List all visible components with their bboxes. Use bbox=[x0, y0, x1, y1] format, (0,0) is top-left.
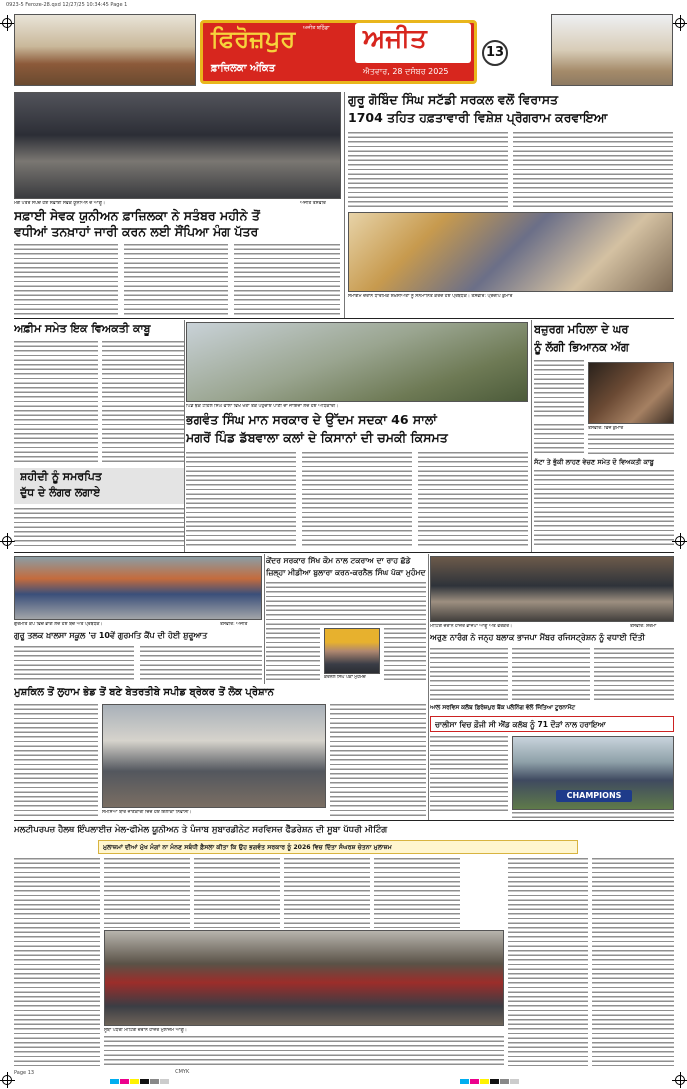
color-registration-bar bbox=[110, 1069, 189, 1075]
guru-gobind-body-col-2 bbox=[513, 132, 673, 208]
footer-slug: Page 13 bbox=[14, 1070, 35, 1076]
guru-gobind-headline-2: 1704 ਤਹਿਤ ਹਫ਼ਤਾਵਾਰੀ ਵਿਸ਼ੇਸ਼ ਪ੍ਰੋਗਰਾਮ ਕਰਵਾਇਆ bbox=[348, 110, 608, 125]
mulazam-body-col-7 bbox=[592, 858, 674, 1066]
guru-gobind-headline-1: ਗੁਰੂ ਗੋਬਿੰਦ ਸਿੰਘ ਸਟੱਡੀ ਸਰਕਲ ਵਲੋਂ ਵਿਰਾਸਤ bbox=[348, 92, 559, 107]
arun-narang-credit: ਤਸਵੀਰ: ਸ਼ਰਮਾ bbox=[630, 624, 657, 629]
masthead-city: ਫਿਰੋਜ਼ਪੁਰ bbox=[211, 25, 296, 53]
shaheedi-headline-2: ਦੁੱਧ ਦੇ ਲੰਗਰ ਲਗਾਏ bbox=[20, 486, 101, 499]
arun-narang-headline: ਅਰੁਣ ਨਾਰੰਗ ਨੇ ਜਨ੍ਹ ਬਲਾਕ ਭਾਜਪਾ ਮੈਂਬਰ ਰਜਿਸਟ੍ਰੇਸ਼ਨ ਨੂੰ ਵਧਾਈ ਦਿੱਤੀ bbox=[430, 633, 645, 642]
muskil-caption: ਸਮੱਸਿਆ ਬਾਰੇ ਜਾਣਕਾਰੀ ਦਿੰਦੇ ਹੋਏ ਇਲਾਕਾ ਨਿਵਾਸੀ। bbox=[102, 810, 192, 815]
crop-mark bbox=[2, 1075, 12, 1085]
mulazam-body-col-2 bbox=[104, 858, 190, 928]
mulazam-body-lower bbox=[104, 1036, 504, 1066]
safai-sewak-caption: ਮੰਗ ਪੱਤਰ ਸੌਂਪਦੇ ਹੋਏ ਸਫ਼ਾਈ ਸੇਵਕ ਯੂਨੀਅਨ ਦੇ ਆਗੂ। bbox=[14, 201, 106, 206]
arun-narang-body-col-3 bbox=[594, 648, 674, 700]
shaheedi-body bbox=[14, 508, 184, 548]
gurmat-camp-credit: ਤਸਵੀਰ: ਅਜੀਤ bbox=[220, 622, 248, 627]
crop-mark bbox=[675, 18, 685, 28]
grass-hockey-caption-line bbox=[512, 812, 674, 818]
gurmat-camp-photo bbox=[14, 556, 262, 620]
muskil-headline: ਮੁਸ਼ਕਿਲ ਤੋਂ ਲੁਹਾਮ ਭੇਡ ਤੋਂ ਬਣੇ ਬੇਤਰਤੀਬੇ ਸਪੀਡ ਬ੍ਰੇਕਰ ਤੋਂ ਲੋਕ ਪ੍ਰੇਸ਼ਾਨ bbox=[14, 687, 274, 698]
muskil-body-col-2 bbox=[330, 704, 426, 816]
print-slug: 0923-5 Feroze-28.qxd 12/27/25 10:34:45 Page 1 bbox=[6, 2, 128, 8]
safai-sewak-photo bbox=[14, 92, 341, 199]
mulazam-body-col-3 bbox=[194, 858, 280, 928]
crop-mark bbox=[675, 1075, 685, 1085]
safai-sewak-body-col-1 bbox=[14, 244, 118, 316]
safai-sewak-body-col-2 bbox=[124, 244, 228, 316]
heritage-building-image bbox=[14, 14, 196, 86]
afeem-headline: ਅਫ਼ੀਮ ਸਮੇਤ ਇਕ ਵਿਅਕਤੀ ਕਾਬੂ bbox=[14, 322, 151, 335]
arun-narang-body-col-2 bbox=[512, 648, 590, 700]
grass-hockey-subheadline: ਚਾਲੀਸਾ ਵਿਚ ਫ਼ੌਜੀ ਸੀ ਐਂਡ ਕਲੱਬ ਨੂੰ 71 ਦੌੜਾਂ ਨਾਲ ਹਰਾਇਆ bbox=[435, 720, 606, 729]
congress-body-left bbox=[266, 628, 320, 682]
congress-headline-1: ਕੇਂਦਰ ਸਰਕਾਰ ਸਿੱਖ ਕੌਮ ਨਾਲ ਟਕਰਾਅ ਦਾ ਰਾਹ ਛੱਡੇ bbox=[266, 556, 411, 565]
mulazam-subheadline-box bbox=[98, 840, 578, 854]
safai-sewak-body-col-3 bbox=[234, 244, 340, 316]
mulazam-headline: ਮਲਟੀਪਰਪਜ਼ ਹੈਲਥ ਇੰਪਲਾਈਜ਼ ਮੇਲ-ਫੀਮੇਲ ਯੂਨੀਅਨ ਤੇ ਪੰਜਾਬ ਸੁਬਾਰਡੀਨੇਟ ਸਰਵਿਸਜ਼ ਫੈੱਡਰੇਸ਼ਨ ਦੀ ਸੂਬਾ ਪੱਧਰੀ ਮੀਟਿੰਗ bbox=[14, 825, 388, 835]
congress-headline-2: ਜ਼ਿਲ੍ਹਾ ਮੀਡੀਆ ਬੁਲਾਰਾ ਕਰਨ-ਕਰਨੈਲ ਸਿੰਘ ਪੱਕਾ ਮੁਹੰਮਦ bbox=[266, 568, 426, 577]
satta-body bbox=[534, 470, 674, 548]
color-bar-label: CMYK bbox=[175, 1069, 190, 1075]
bhagwant-body-col-2 bbox=[302, 452, 412, 548]
shaheedi-headline-box bbox=[14, 468, 184, 504]
bazurg-headline-2: ਨੂੰ ਲੱਗੀ ਭਿਆਨਕ ਅੱਗ bbox=[534, 340, 629, 354]
safai-sewak-headline-2: ਵਧੀਆਂ ਤਨਖ਼ਾਹਾਂ ਜਾਰੀ ਕਰਨ ਲਈ ਸੌਂਪਿਆ ਮੰਗ ਪੱਤਰ bbox=[14, 224, 259, 239]
gurmat-camp-caption: ਗੁਰਮਤਿ ਕੈਂਪ ਵਿਚ ਭਾਗ ਲੈਂਦੇ ਹੋਏ ਬੱਚੇ ਅਤੇ ਪ੍ਰਬੰਧਕ। bbox=[14, 622, 103, 627]
gurmat-camp-body-col-2 bbox=[140, 646, 262, 682]
arun-narang-body-col-1 bbox=[430, 648, 508, 700]
safai-sewak-headline-1: ਸਫ਼ਾਈ ਸੇਵਕ ਯੂਨੀਅਨ ਫ਼ਾਜ਼ਿਲਕਾ ਨੇ ਸਤੰਬਰ ਮਹੀਨੇ ਤੋਂ bbox=[14, 208, 260, 223]
bhagwant-body-col-1 bbox=[186, 452, 296, 548]
guru-gobind-caption: ਸਮਾਗਮ ਦੌਰਾਨ ਧਾਰਮਿਕ ਸ਼ਖ਼ਸੀਅਤਾਂ ਨੂੰ ਸਨਮਾਨਿਤ ਕਰਦੇ ਹੋਏ ਪ੍ਰਬੰਧਕ। ਤਸਵੀਰ: ਪ੍ਰਦੀਪ ਕੁਮਾਰ bbox=[348, 294, 513, 299]
guru-gobind-body-col-1 bbox=[348, 132, 508, 208]
bazurg-headline-1: ਬਜ਼ੁਰਗ ਮਹਿਲਾ ਦੇ ਘਰ bbox=[534, 322, 629, 336]
champions-banner: CHAMPIONS bbox=[556, 790, 632, 802]
grass-hockey-subheadline-box bbox=[430, 716, 674, 732]
afeem-body-col-1 bbox=[14, 341, 98, 465]
bazurg-credit: ਤਸਵੀਰ: ਵਿਜੈ ਕੁਮਾਰ bbox=[588, 426, 624, 431]
crop-mark bbox=[2, 536, 12, 546]
crop-mark bbox=[2, 18, 12, 28]
mulazam-caption: ਸੂਬਾ ਪੱਧਰੀ ਮੀਟਿੰਗ ਦੌਰਾਨ ਹਾਜ਼ਰ ਮੁਲਾਜ਼ਮ ਆਗੂ। bbox=[104, 1028, 187, 1033]
bazurg-body-col-1b bbox=[534, 424, 584, 454]
grass-hockey-body bbox=[430, 736, 508, 812]
mulazam-body-col-1 bbox=[14, 858, 100, 1066]
mulazam-body-col-5 bbox=[374, 858, 460, 928]
heritage-gate-image bbox=[551, 14, 673, 86]
gurmat-camp-headline: ਗੁਰੂ ਤਲਕ ਖ਼ਾਲਸਾ ਸਕੂਲ 'ਚ 10ਵੇਂ ਗੁਰਮਤਿ ਕੈਂਪ ਦੀ ਹੋਈ ਸ਼ੁਰੂਆਤ bbox=[14, 631, 208, 640]
muskil-body-col-1 bbox=[14, 704, 98, 816]
bazurg-body-col-1 bbox=[534, 360, 584, 420]
shaheedi-headline-1: ਸ਼ਹੀਦੀ ਨੂੰ ਸਮਰਪਿਤ bbox=[20, 470, 102, 483]
masthead-date: ਐਤਵਾਰ, 28 ਦਸੰਬਰ 2025 bbox=[363, 67, 449, 76]
masthead-brand: ਅਜੀਤ bbox=[363, 24, 427, 54]
gurmat-camp-body-col-1 bbox=[14, 646, 134, 682]
congress-body-right bbox=[384, 628, 426, 682]
safai-sewak-credit: ਅਜੀਤ ਤਸਵੀਰ bbox=[300, 201, 326, 206]
mulazam-body-col-6 bbox=[508, 858, 588, 1066]
masthead-banner bbox=[200, 20, 477, 84]
bhagwant-headline-2: ਮਗਰੋਂ ਪਿੰਡ ਡੱਬਵਾਲਾ ਕਲਾਂ ਦੇ ਕਿਸਾਨਾਂ ਦੀ ਚਮਕੀ ਕਿਸਮਤ bbox=[186, 430, 448, 445]
congress-body-top bbox=[266, 582, 426, 626]
bhagwant-body-col-3 bbox=[418, 452, 528, 548]
congress-portrait-caption: ਕਰਨੈਲ ਸਿੰਘ ਪੱਕਾ ਮੁਹੰਮਦ bbox=[324, 675, 382, 681]
mulazam-body-col-4 bbox=[284, 858, 370, 928]
congress-portrait bbox=[324, 628, 380, 674]
burnt-house-photo bbox=[588, 362, 674, 424]
bazurg-body-col-2 bbox=[588, 434, 674, 454]
arun-narang-caption: ਮੀਟਿੰਗ ਦੌਰਾਨ ਹਾਜ਼ਰ ਭਾਜਪਾ ਆਗੂ ਅਤੇ ਵਰਕਰ। bbox=[430, 624, 513, 629]
mulazam-subheadline: ਮੁਲਾਜ਼ਮਾਂ ਦੀਆਂ ਮੁੱਖ ਮੰਗਾਂ ਨਾ ਮੰਨਣ ਸਬੰਧੀ ਫ਼ੈਸਲਾ ਕੀਤਾ ਕਿ ਉਹ ਭਗਵੰਤ ਸਰਕਾਰ ਨੂੰ 2026 ਵਿਚ ਦਿੱਤਾ ਸੰਘਰਸ਼ ਚੇਤਨਾ ਮੁਲਾਜ਼ਮ bbox=[103, 844, 392, 851]
color-registration-bar-right bbox=[460, 1069, 520, 1075]
muskil-photo bbox=[102, 704, 326, 808]
bhagwant-headline-1: ਭਗਵੰਤ ਸਿੰਘ ਮਾਨ ਸਰਕਾਰ ਦੇ ਉੱਦਮ ਸਦਕਾ 46 ਸਾਲਾਂ bbox=[186, 412, 437, 427]
bhagwant-caption: ਪਿੰਡ ਝੋਕ ਟਹਿਲ ਸਿੰਘ ਵਾਲਾ ਵਿਖੇ ਖੇਤਾਂ ਤੱਕ ਪਹੁੰਚਾਏ ਪਾਣੀ ਦਾ ਜਾਇਜ਼ਾ ਲੈਂਦੇ ਹੋਏ ਅਧਿਕਾਰੀ। bbox=[186, 404, 339, 409]
masthead-brand-prefix: ਅਜੀਤ ਬਠਿੰਡਾ bbox=[303, 25, 330, 31]
arun-narang-photo bbox=[430, 556, 674, 622]
grass-hockey-headline: ਆਲ ਸਰਵਿਸ ਕਲੱਬ ਫ਼ਿਰੋਜ਼ਪੁਰ ਬੈਂਕ ਪਲੈਨਿੰਗ ਵੱਲੋਂ ਜਿੱਤਿਆ ਟੂਰਨਾਮੈਂਟ bbox=[430, 705, 576, 711]
crop-mark bbox=[675, 536, 685, 546]
satta-headline: ਸੱਟਾ ਤੇ ਭੁੱਕੀ ਲਾਹਣ ਵੇਚਣ ਸਮੇਤ ਦੋ ਵਿਅਕਤੀ ਕਾਬੂ bbox=[534, 458, 654, 466]
canal-field-photo bbox=[186, 322, 528, 402]
masthead-subtitle: ਫ਼ਾਜ਼ਿਲਕਾ ਅੰਕਿਤ bbox=[211, 63, 276, 74]
page-number: 13 bbox=[482, 40, 508, 66]
afeem-body-col-2 bbox=[102, 341, 184, 465]
guru-gobind-photo bbox=[348, 212, 673, 292]
mulazam-group-photo bbox=[104, 930, 504, 1026]
